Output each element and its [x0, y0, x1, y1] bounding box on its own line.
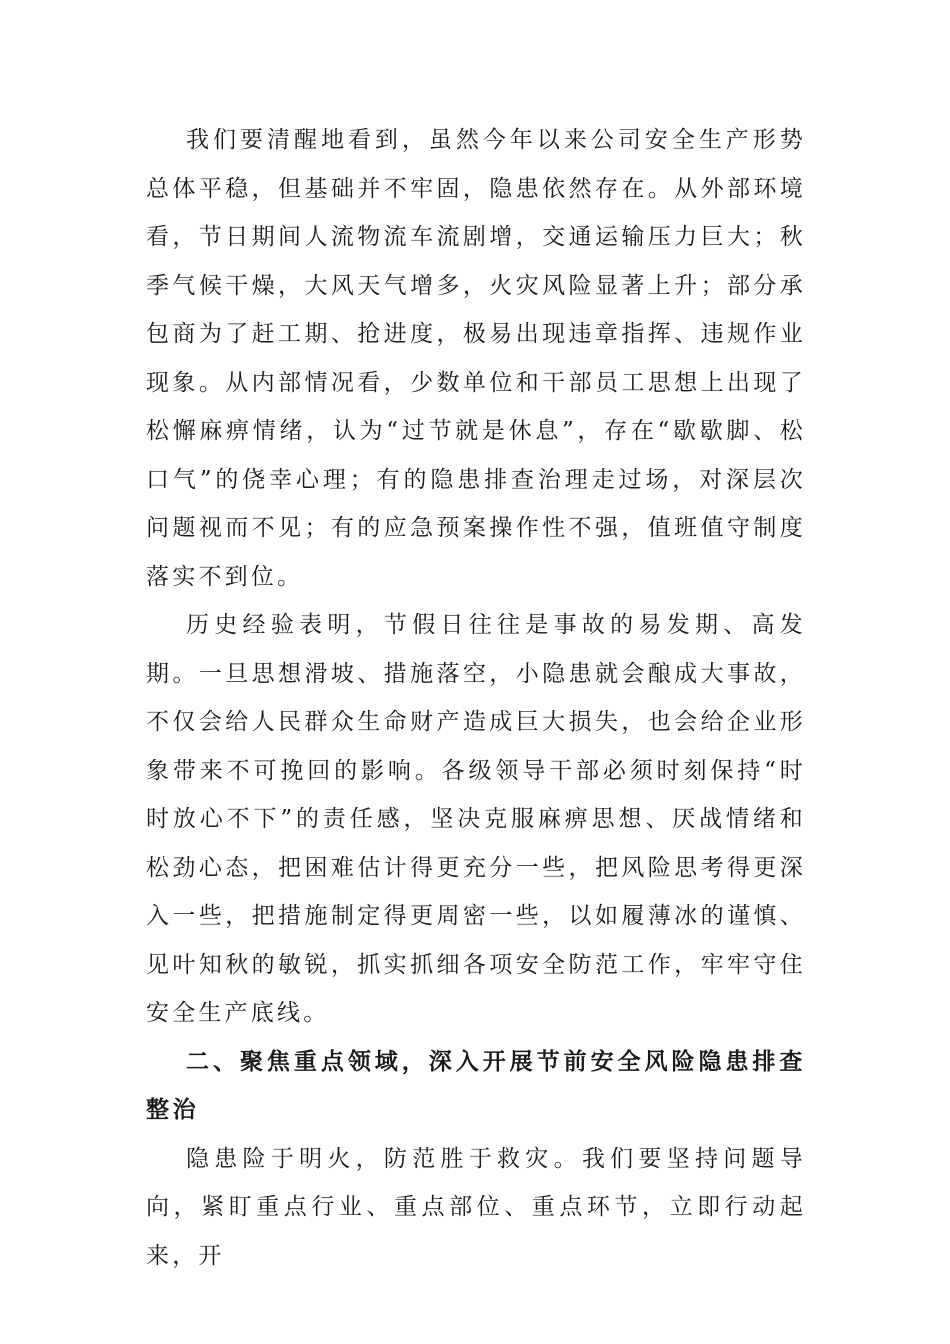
document-body — [146, 116, 806, 1280]
paragraph-current-situation: 我们要清醒地看到，虽然今年以来公司安全生产形势总体平稳，但基础并不牢固，隐患依然存在。从外部环境看，节日期间人流物流车流剧增，交通运输压力巨大；秋季气候干燥，大风天气增多，火灾风险显著上升；部分承包商为了赶工期、抢进度，极易出现违章指挥、违规作业现象。从内部情况看，少数单位和干部员工思想上出现了松懈麻痹情绪，认为“过节就是休息”，存在“歇歇脚、松口气”的侥幸心理；有的隐患排查治理走过场，对深层次问题视而不见；有的应急预案操作性不强，值班值守制度落实不到位。 — [146, 127, 806, 590]
paragraph-hazard-inspection: 隐患险于明火，防范胜于救灾。我们要坚持问题导向，紧盯重点行业、重点部位、重点环节，立即行动起来，开 — [146, 1145, 806, 1269]
paragraph-historical-experience: 历史经验表明，节假日往往是事故的易发期、高发期。一旦思想滑坡、措施落空，小隐患就会酿成大事故，不仅会给人民群众生命财产造成巨大损失，也会给企业形象带来不可挽回的影响。各级领导干部必须时刻保持“时时放心不下”的责任感，坚决克服麻痹思想、厌战情绪和松劲心态，把困难估计得更充分一些，把风险思考得更深入一些，把措施制定得更周密一些，以如履薄冰的谨慎、见叶知秋的敏锐，抓实抓细各项安全防范工作，牢牢守住安全生产底线。 — [146, 612, 806, 1026]
section-heading-2: 二、聚焦重点领域，深入开展节前安全风险隐患排查整治 — [146, 1048, 806, 1123]
